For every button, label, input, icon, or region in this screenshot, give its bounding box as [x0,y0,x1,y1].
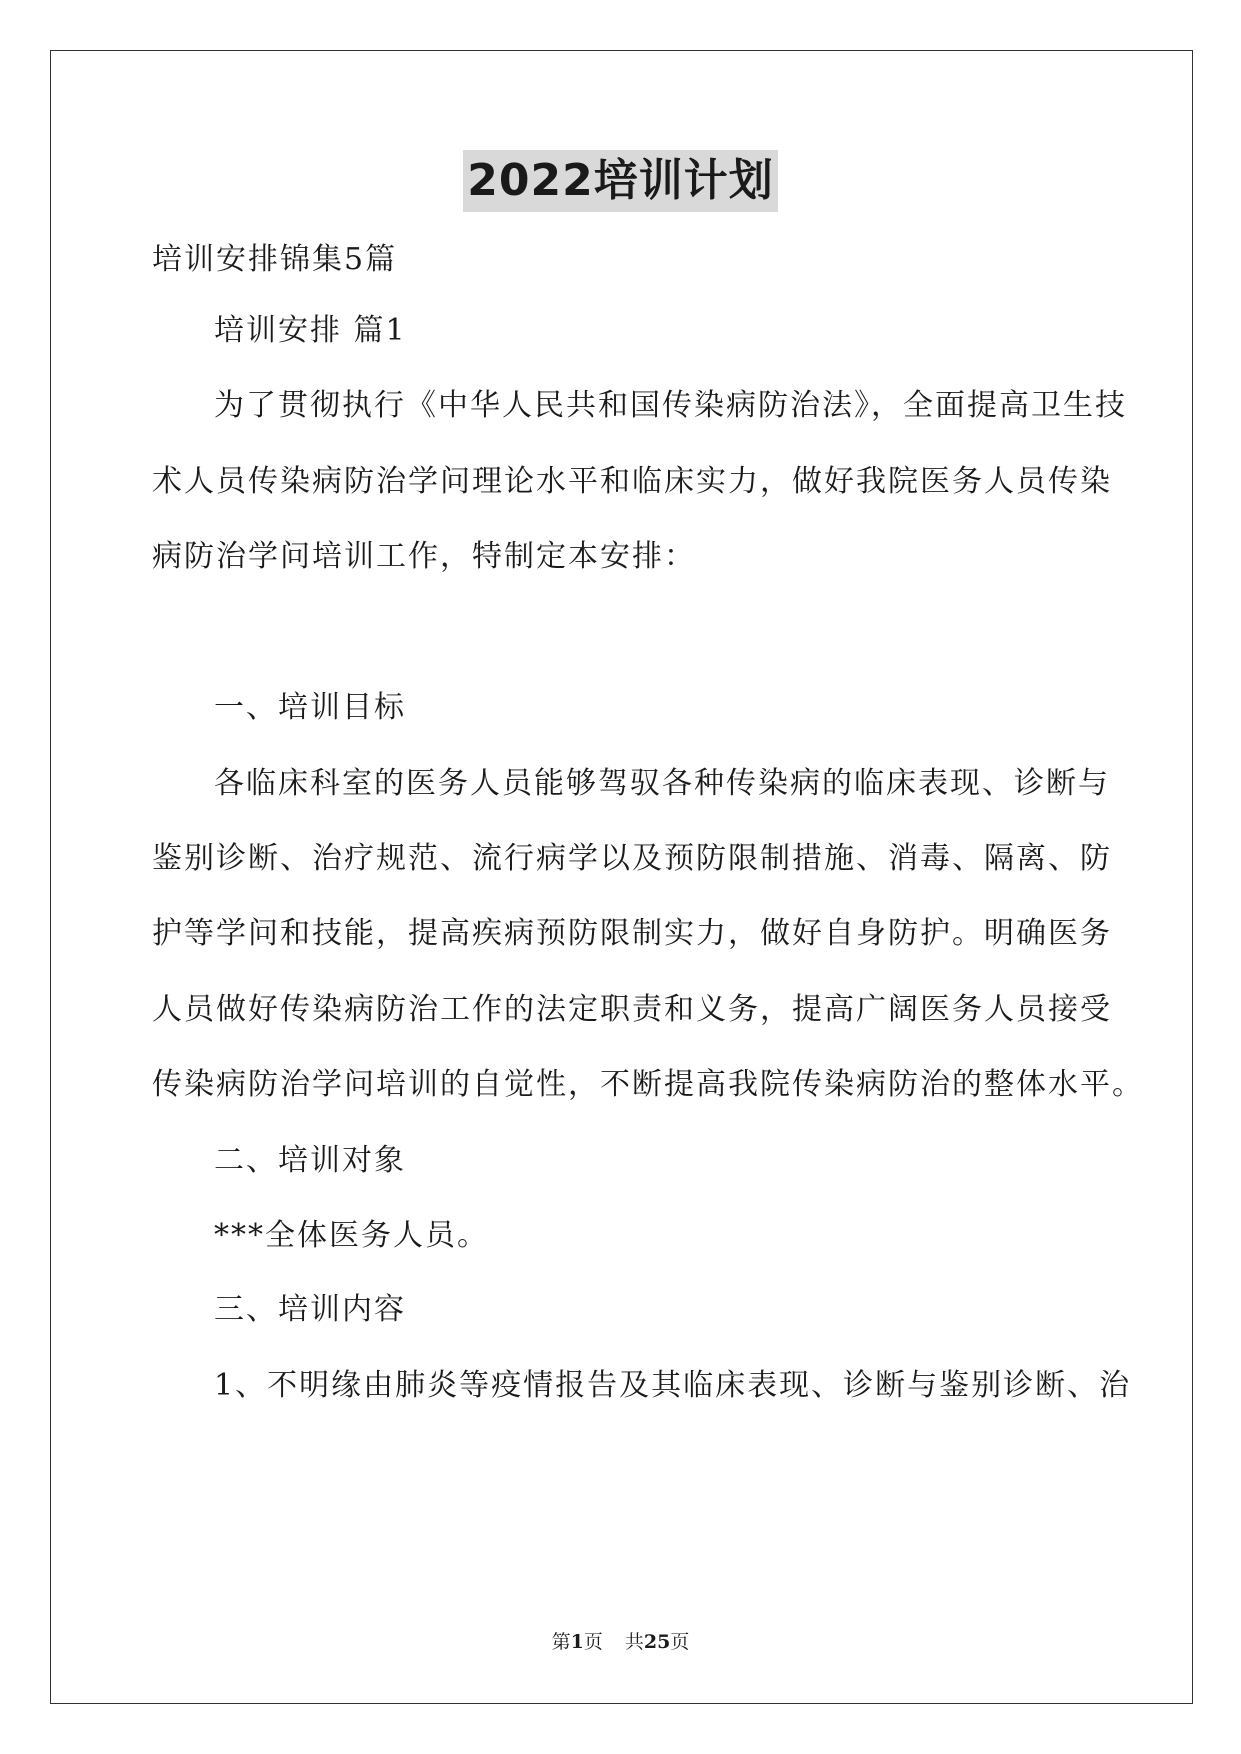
footer-total-suffix: 页 [670,1631,690,1653]
paragraph-line: 各临床科室的医务人员能够驾驭各种传染病的临床表现、诊断与 [214,766,1110,801]
paragraph-line: 为了贯彻执行《中华人民共和国传染病防治法》，全面提高卫生技 [214,388,1127,423]
footer-page-mid: 页 [583,1631,603,1653]
paragraph-line: 人员做好传染病防治工作的法定职责和义务，提高广阔医务人员接受 [152,992,1112,1027]
section-heading-part1: 培训安排 篇1 [214,313,407,348]
paragraph-line: 1、不明缘由肺炎等疫情报告及其临床表现、诊断与鉴别诊断、治 [214,1368,1132,1403]
footer-total-prefix: 共 [624,1631,644,1653]
subtitle-line: 培训安排锦集5篇 [152,242,398,277]
footer-page-current: 1 [570,1631,584,1653]
section-heading-audience: 二、培训对象 [214,1143,406,1178]
paragraph-line: 病防治学问培训工作，特制定本安排： [152,539,696,574]
footer-page-prefix: 第 [551,1631,571,1653]
document-title: 2022培训计划 [463,150,777,212]
title-container [0,150,1241,212]
section-heading-content: 三、培训内容 [214,1292,406,1327]
paragraph-line: 护等学问和技能，提高疾病预防限制实力，做好自身防护。明确医务 [152,916,1112,951]
paragraph-line: 鉴别诊断、治疗规范、流行病学以及预防限制措施、消毒、隔离、防 [152,841,1112,876]
paragraph-line: ***全体医务人员。 [214,1218,489,1253]
page-footer [0,1629,1241,1655]
section-heading-goals: 一、培训目标 [214,690,406,725]
paragraph-line: 传染病防治学问培训的自觉性，不断提高我院传染病防治的整体水平。 [152,1067,1144,1102]
footer-page-total: 25 [643,1631,671,1653]
paragraph-line: 术人员传染病防治学问理论水平和临床实力，做好我院医务人员传染 [152,464,1112,499]
